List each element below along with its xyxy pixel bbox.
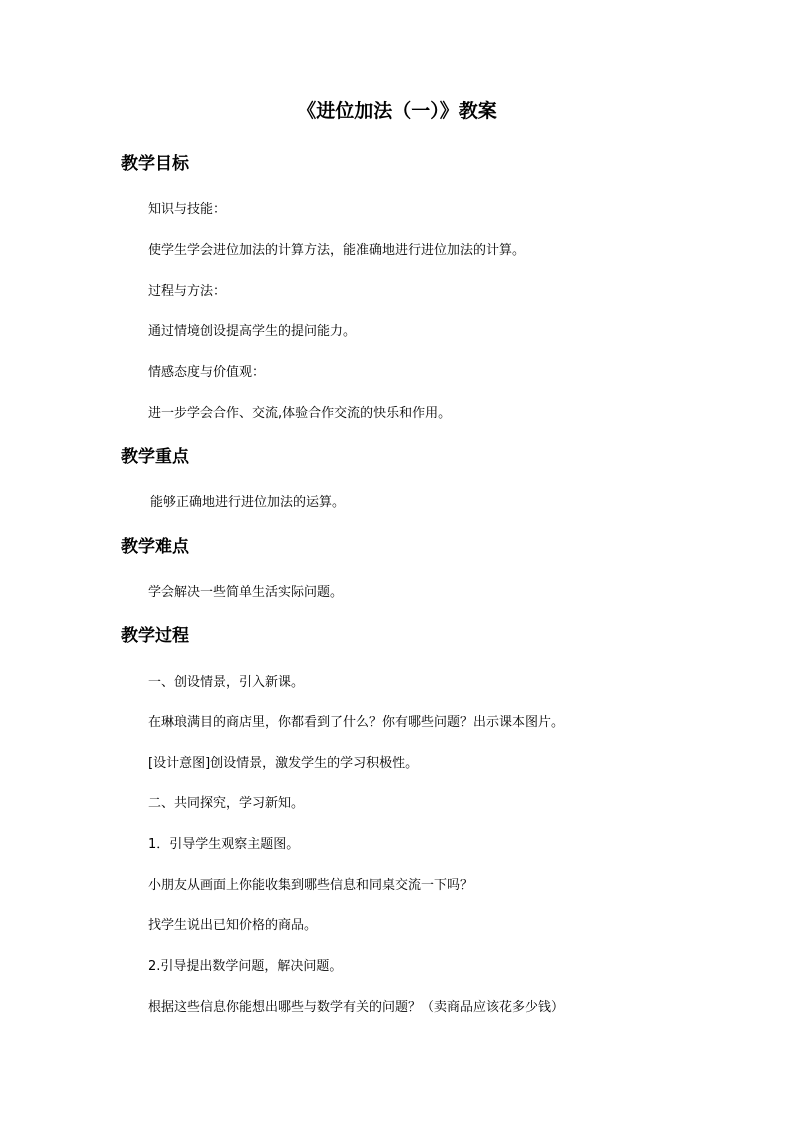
section-heading-key-points: 教学重点 [121, 447, 189, 467]
section-heading-process: 教学过程 [121, 626, 189, 646]
document-title: 《进位加法（一）》教案 [297, 100, 497, 122]
paragraph-goals-2: 使学生学会进位加法的计算方法，能准确地进行进位加法的计算。 [148, 243, 526, 258]
paragraph-difficulties-1: 学会解决一些简单生活实际问题。 [148, 585, 344, 600]
paragraph-process-3: [设计意图]创设情景，激发学生的学习积极性。 [148, 756, 419, 771]
paragraph-key-points-1: 能够正确地进行进位加法的运算。 [150, 495, 346, 510]
paragraph-process-8: 2.引导提出数学问题，解决问题。 [148, 959, 343, 974]
paragraph-goals-6: 进一步学会合作、交流,体验合作交流的快乐和作用。 [148, 406, 452, 421]
paragraph-process-9: 根据这些信息你能想出哪些与数学有关的问题？（卖商品应该花多少钱） [148, 1000, 565, 1015]
section-heading-difficulties: 教学难点 [121, 537, 189, 557]
paragraph-goals-3: 过程与方法： [148, 284, 227, 299]
paragraph-process-4: 二、共同探究，学习新知。 [148, 796, 305, 811]
paragraph-process-2: 在琳琅满目的商店里，你都看到了什么？你有哪些问题？出示课本图片。 [148, 715, 565, 730]
paragraph-process-5: 1．引导学生观察主题图。 [148, 837, 300, 852]
paragraph-process-1: 一、创设情景，引入新课。 [148, 675, 305, 690]
paragraph-process-7: 找学生说出已知价格的商品。 [148, 918, 318, 933]
paragraph-goals-1: 知识与技能： [148, 202, 227, 217]
paragraph-goals-4: 通过情境创设提高学生的提问能力。 [148, 324, 357, 339]
section-heading-goals: 教学目标 [121, 154, 189, 174]
paragraph-process-6: 小朋友从画面上你能收集到哪些信息和同桌交流一下吗？ [148, 878, 474, 893]
paragraph-goals-5: 情感态度与价值观： [148, 365, 266, 380]
